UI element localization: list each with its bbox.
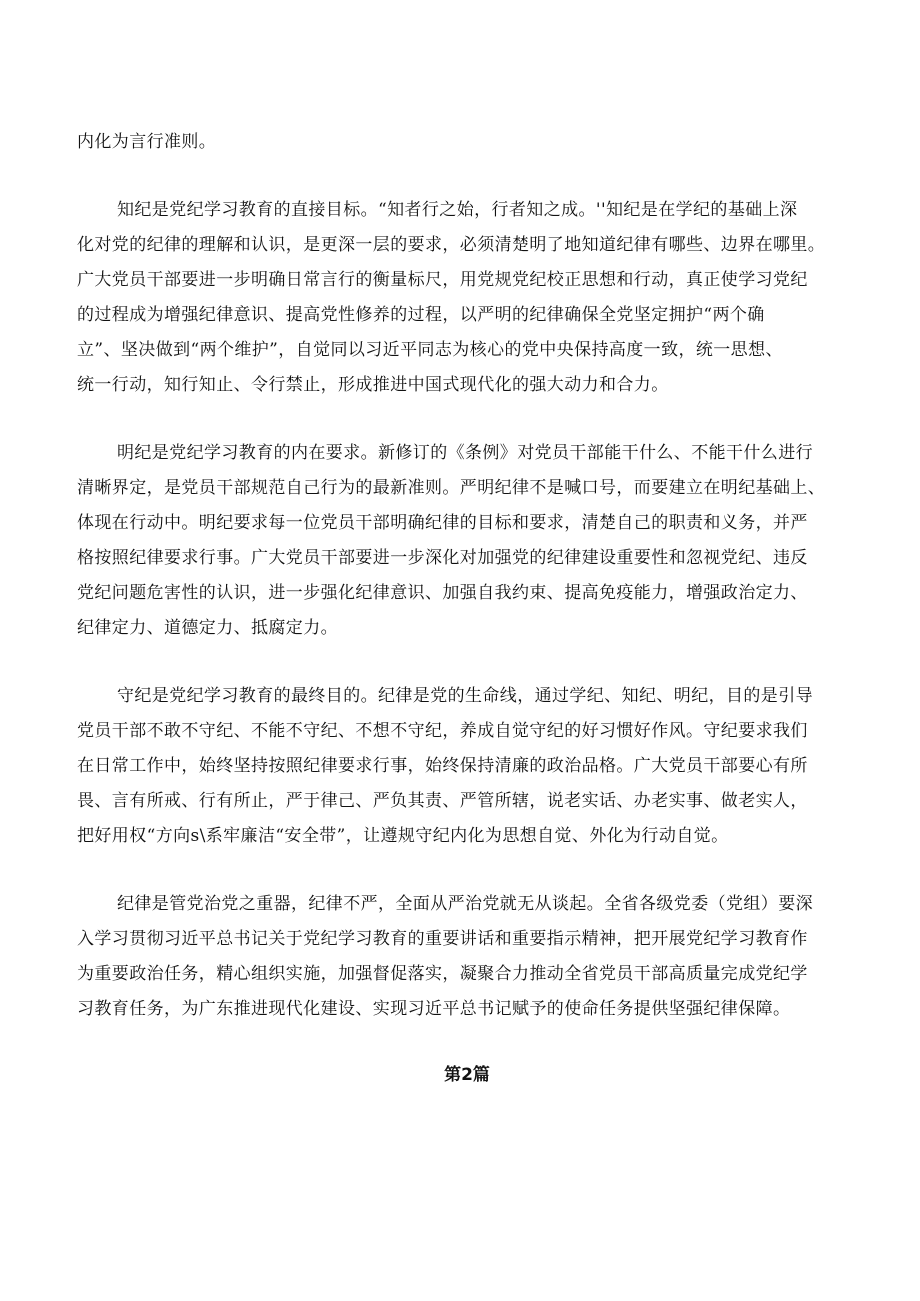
paragraph-line: 习教育任务，为广东推进现代化建设、实现习近平总书记赋予的使命任务提供坚强纪律保障。 xyxy=(77,999,791,1019)
paragraph-line: 纪律是管党治党之重器，纪律不严，全面从严治党就无从谈起。全省各级党委（党组）要深 xyxy=(117,894,813,914)
paragraph-line: 守纪是党纪学习教育的最终目的。纪律是党的生命线，通过学纪、知纪、明纪，目的是引导 xyxy=(117,686,813,706)
paragraph-line: 为重要政治任务，精心组织实施，加强督促落实，凝聚合力推动全省党员干部高质量完成党纪学 xyxy=(77,964,808,984)
paragraph-line: 知纪是党纪学习教育的直接目标。“知者行之始，行者知之成。''知纪是在学纪的基础上深 xyxy=(117,200,798,220)
paragraph-line: 清晰界定，是党员干部规范自己行为的最新准则。严明纪律不是喊口号，而要建立在明纪基础上、 xyxy=(77,478,826,498)
paragraph-line: 广大党员干部要进一步明确日常言行的衡量标尺，用党规党纪校正思想和行动，真正使学习党纪 xyxy=(77,270,808,290)
paragraph-line: 立”、坚决做到“两个维护”，自觉同以习近平同志为核心的党中央保持高度一致，统一思想、 xyxy=(77,340,783,360)
paragraph-line: 明纪是党纪学习教育的内在要求。新修订的《条例》对党员干部能干什么、不能干什么进行 xyxy=(117,443,813,463)
paragraph-line: 入学习贯彻习近平总书记关于党纪学习教育的重要讲话和重要指示精神，把开展党纪学习教育作 xyxy=(77,929,808,949)
paragraph-line: 体现在行动中。明纪要求每一位党员干部明确纪律的目标和要求，清楚自己的职责和义务，并严 xyxy=(77,513,808,533)
paragraph-5 xyxy=(77,887,857,1027)
document-body xyxy=(77,125,857,1085)
paragraph-3 xyxy=(77,436,857,646)
paragraph-line: 化对党的纪律的理解和认识，是更深一层的要求，必须清楚明了地知道纪律有哪些、边界在哪里。 xyxy=(77,235,826,255)
paragraph-1 xyxy=(77,125,857,160)
paragraph-line: 统一行动，知行知止、令行禁止，形成推进中国式现代化的强大动力和合力。 xyxy=(77,375,669,395)
paragraph-line: 党员干部不敢不守纪、不能不守纪、不想不守纪，养成自觉守纪的好习惯好作风。守纪要求我们 xyxy=(77,721,808,741)
paragraph-line: 在日常工作中，始终坚持按照纪律要求行事，始终保持清廉的政治品格。广大党员干部要心有所 xyxy=(77,756,808,776)
paragraph-4 xyxy=(77,679,857,854)
paragraph-line: 内化为言行准则。 xyxy=(77,132,217,152)
section-heading: 第2篇 xyxy=(444,1065,490,1085)
paragraph-line: 党纪问题危害性的认识，进一步强化纪律意识、加强自我约束、提高免疫能力，增强政治定力、 xyxy=(77,583,808,603)
paragraph-line: 纪律定力、道德定力、抵腐定力。 xyxy=(77,618,338,638)
paragraph-line: 的过程成为增强纪律意识、提高党性修养的过程，以严明的纪律确保全党坚定拥护“两个确 xyxy=(77,305,765,325)
paragraph-line: 格按照纪律要求行事。广大党员干部要进一步深化对加强党的纪律建设重要性和忽视党纪、违反 xyxy=(77,548,808,568)
paragraph-line: 把好用权“方向s\系牢廉洁“安全带”，让遵规守纪内化为思想自觉、外化为行动自觉。 xyxy=(77,826,729,846)
paragraph-line: 畏、言有所戒、行有所止，严于律己、严负其责、严管所辖，说老实话、办老实事、做老实人， xyxy=(77,791,808,811)
paragraph-2 xyxy=(77,193,857,403)
